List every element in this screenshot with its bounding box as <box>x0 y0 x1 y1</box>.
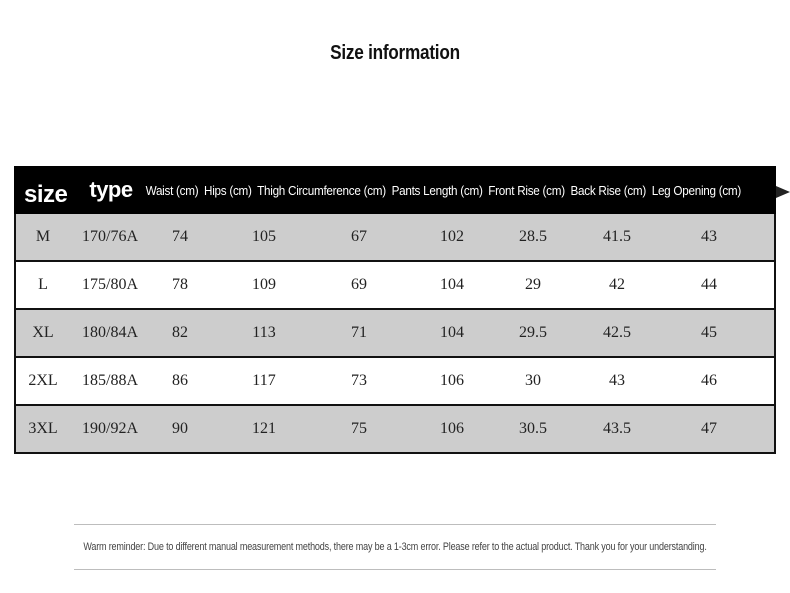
cell-front-rise: 30 <box>525 372 541 389</box>
cell-thigh: 75 <box>351 420 367 437</box>
cell-type: 185/88A <box>82 372 138 389</box>
cell-leg-opening: 44 <box>701 276 717 293</box>
header-waist: Waist (cm) <box>145 182 198 198</box>
size-table <box>14 166 776 454</box>
cell-thigh: 71 <box>351 324 367 341</box>
cell-back-rise: 42 <box>609 276 625 293</box>
cell-type: 170/76A <box>82 228 138 245</box>
cell-type: 175/80A <box>82 276 138 293</box>
table-row <box>14 358 776 406</box>
cell-hips: 105 <box>252 228 276 245</box>
cell-size: 2XL <box>28 372 58 389</box>
header-size: size <box>24 181 68 208</box>
table-header <box>14 166 776 214</box>
cell-back-rise: 43.5 <box>603 420 631 437</box>
cell-waist: 78 <box>172 276 188 293</box>
cell-size: M <box>35 228 51 245</box>
cell-leg-opening: 45 <box>701 324 717 341</box>
cell-type: 180/84A <box>82 324 138 341</box>
table-row <box>14 310 776 358</box>
cell-size: XL <box>32 324 54 341</box>
cell-hips: 117 <box>252 372 276 389</box>
header-thigh: Thigh Circumference (cm) <box>256 182 386 198</box>
divider-bottom <box>74 569 716 570</box>
cell-waist: 82 <box>172 324 188 341</box>
cell-size: 3XL <box>28 420 58 437</box>
cell-type: 190/92A <box>82 420 138 437</box>
cell-length: 106 <box>440 372 464 389</box>
header-back-rise: Back Rise (cm) <box>570 182 646 198</box>
cell-length: 104 <box>440 324 464 341</box>
cell-length: 106 <box>440 420 464 437</box>
cell-front-rise: 28.5 <box>519 228 547 245</box>
table-row <box>14 214 776 262</box>
cell-waist: 74 <box>172 228 188 245</box>
cell-back-rise: 43 <box>609 372 625 389</box>
header-leg-opening: Leg Opening (cm) <box>651 182 741 198</box>
cell-front-rise: 30.5 <box>519 420 547 437</box>
cell-hips: 113 <box>252 324 276 341</box>
cell-hips: 109 <box>252 276 276 293</box>
header-type: type <box>89 177 133 202</box>
cell-leg-opening: 46 <box>701 372 717 389</box>
cell-leg-opening: 43 <box>701 228 717 245</box>
table-row <box>14 262 776 310</box>
header-length: Pants Length (cm) <box>391 182 483 198</box>
cell-waist: 90 <box>172 420 188 437</box>
cell-length: 102 <box>440 228 464 245</box>
header-arrow-decoration <box>776 186 790 198</box>
cell-waist: 86 <box>172 372 188 389</box>
page-title: Size information <box>330 42 460 64</box>
cell-length: 104 <box>440 276 464 293</box>
header-measurements <box>133 183 744 198</box>
cell-leg-opening: 47 <box>701 420 717 437</box>
cell-hips: 121 <box>252 420 276 437</box>
table-row <box>14 406 776 454</box>
cell-thigh: 69 <box>351 276 367 293</box>
cell-thigh: 67 <box>351 228 367 245</box>
cell-front-rise: 29.5 <box>519 324 547 341</box>
cell-size: L <box>38 276 48 293</box>
divider-top <box>74 524 716 525</box>
cell-back-rise: 42.5 <box>603 324 631 341</box>
warm-reminder-note: Warm reminder: Due to different manual measurement methods, there may be a 1-3cm error. Please refer to the actual product. Thank you for your understanding. <box>83 541 707 553</box>
header-hips: Hips (cm) <box>203 182 252 198</box>
cell-front-rise: 29 <box>525 276 541 293</box>
cell-thigh: 73 <box>351 372 367 389</box>
cell-back-rise: 41.5 <box>603 228 631 245</box>
header-front-rise: Front Rise (cm) <box>487 182 565 198</box>
